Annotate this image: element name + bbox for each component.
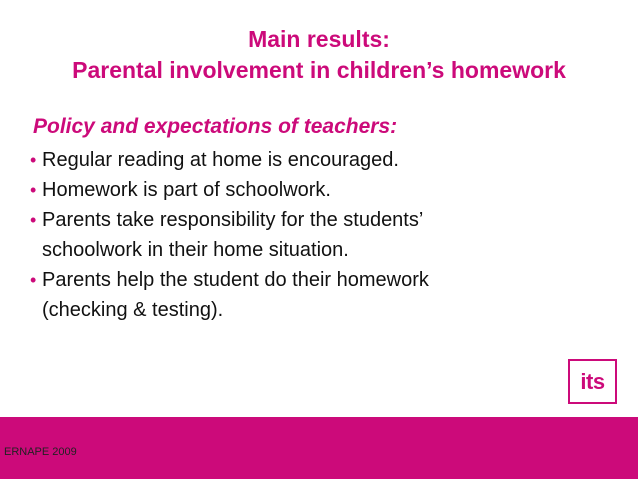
bullet-text: Homework is part of schoolwork. (42, 179, 331, 201)
bullet-text: Regular reading at home is encouraged. (42, 149, 399, 171)
bullet-text: Parents help the student do their homework (42, 269, 429, 291)
bullet-text-continued: (checking & testing). (42, 299, 224, 321)
bullet-dot: • (30, 210, 37, 230)
bullet-item (30, 145, 590, 175)
bullet-item (30, 205, 590, 265)
bullet-text: Parents take responsibility for the students’ (42, 209, 424, 231)
footer-band (0, 417, 638, 479)
bullet-dot: • (30, 270, 37, 290)
section-subheading: Policy and expectations of teachers: (33, 115, 398, 138)
bullet-text-continued: schoolwork in their home situation. (42, 239, 349, 261)
bullet-dot: • (30, 150, 37, 170)
bullet-list (30, 145, 590, 325)
bullet-item (30, 175, 590, 205)
title-line-2: Parental involvement in children’s homework (72, 57, 566, 83)
title-line-1: Main results: (248, 26, 390, 52)
footer-text: ERNAPE 2009 (4, 446, 77, 458)
its-logo: its (568, 359, 617, 404)
bullet-dot: • (30, 180, 37, 200)
bullet-item (30, 265, 590, 325)
slide-title (0, 24, 638, 86)
